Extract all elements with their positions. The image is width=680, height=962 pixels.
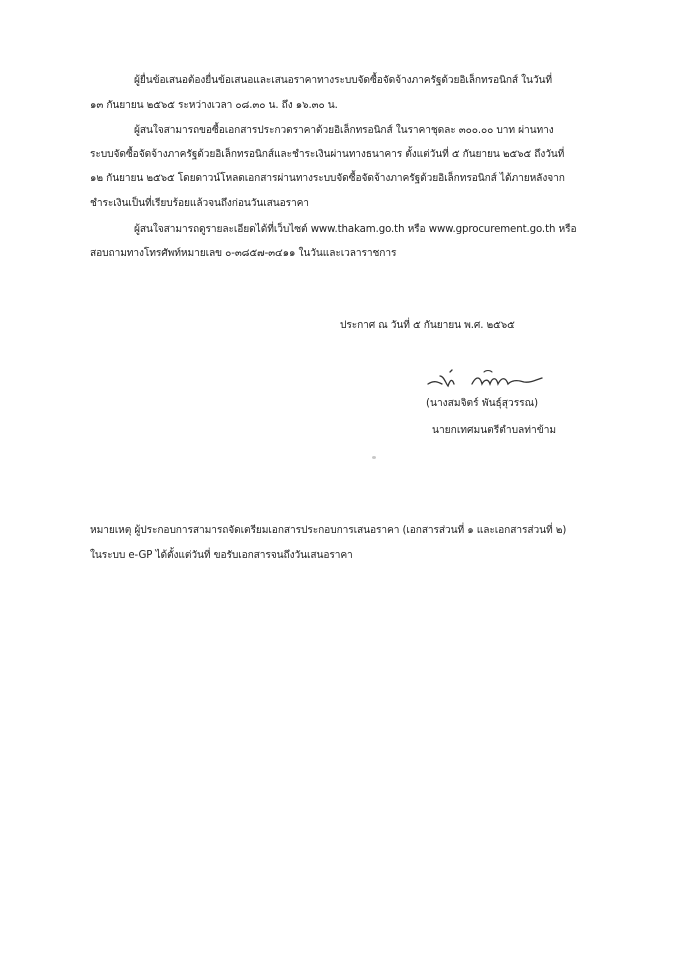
paragraph-2-line-1: ผู้สนใจสามารถขอซื้อเอกสารประกวดราคาด้วยอิเล็กทรอนิกส์ ในราคาชุดละ ๓๐๐.๐๐ บาท ผ่านทาง [134, 125, 554, 136]
signatory-name: (นางสมจิตร์ พันธุ์สุวรรณ) [426, 398, 539, 409]
note-line-1: หมายเหตุ ผู้ประกอบการสามารถจัดเตรียมเอกสารประกอบการเสนอราคา (เอกสารส่วนที่ ๑ และเอกสารส่วนที่ ๒) [90, 525, 567, 536]
paragraph-2-line-4: ชำระเงินเป็นที่เรียบร้อยแล้วจนถึงก่อนวันเสนอราคา [90, 198, 309, 209]
paragraph-1-line-2: ๑๓ กันยายน ๒๕๖๕ ระหว่างเวลา ๐๘.๓๐ น. ถึง ๑๖.๓๐ น. [90, 100, 338, 111]
announcement-date: ประกาศ ณ วันที่ ๕ กันยายน พ.ศ. ๒๕๖๕ [340, 320, 515, 331]
paragraph-3-line-1: ผู้สนใจสามารถดูรายละเอียดได้ที่เว็บไซต์ www.thakam.go.th หรือ www.gprocurement.go.th หรือ [134, 224, 577, 235]
scan-speck [372, 456, 376, 459]
note-line-2: ในระบบ e-GP ได้ตั้งแต่วันที่ ขอรับเอกสารจนถึงวันเสนอราคา [90, 550, 353, 561]
paragraph-1-line-1: ผู้ยื่นข้อเสนอต้องยื่นข้อเสนอและเสนอราคาทางระบบจัดซื้อจัดจ้างภาครัฐด้วยอิเล็กทรอนิกส์ ในวันที่ [134, 75, 553, 86]
signature-image [426, 366, 546, 394]
signatory-title: นายกเทศมนตรีตำบลท่าข้าม [432, 425, 557, 436]
paragraph-2-line-3: ๑๒ กันยายน ๒๕๖๕ โดยดาวน์โหลดเอกสารผ่านทางระบบจัดซื้อจัดจ้างภาครัฐด้วยอิเล็กทรอนิกส์ ได้ภายหลังจาก [90, 173, 565, 184]
paragraph-3-line-2: สอบถามทางโทรศัพท์หมายเลข ๐-๓๘๕๗-๓๔๑๑ ในวันและเวลาราชการ [90, 248, 397, 259]
paragraph-2-line-2: ระบบจัดซื้อจัดจ้างภาครัฐด้วยอิเล็กทรอนิกส์และชำระเงินผ่านทางธนาคาร ตั้งแต่วันที่ ๕ กันยายน ๒๕๖๕ ถึงวันที่ [90, 149, 565, 160]
